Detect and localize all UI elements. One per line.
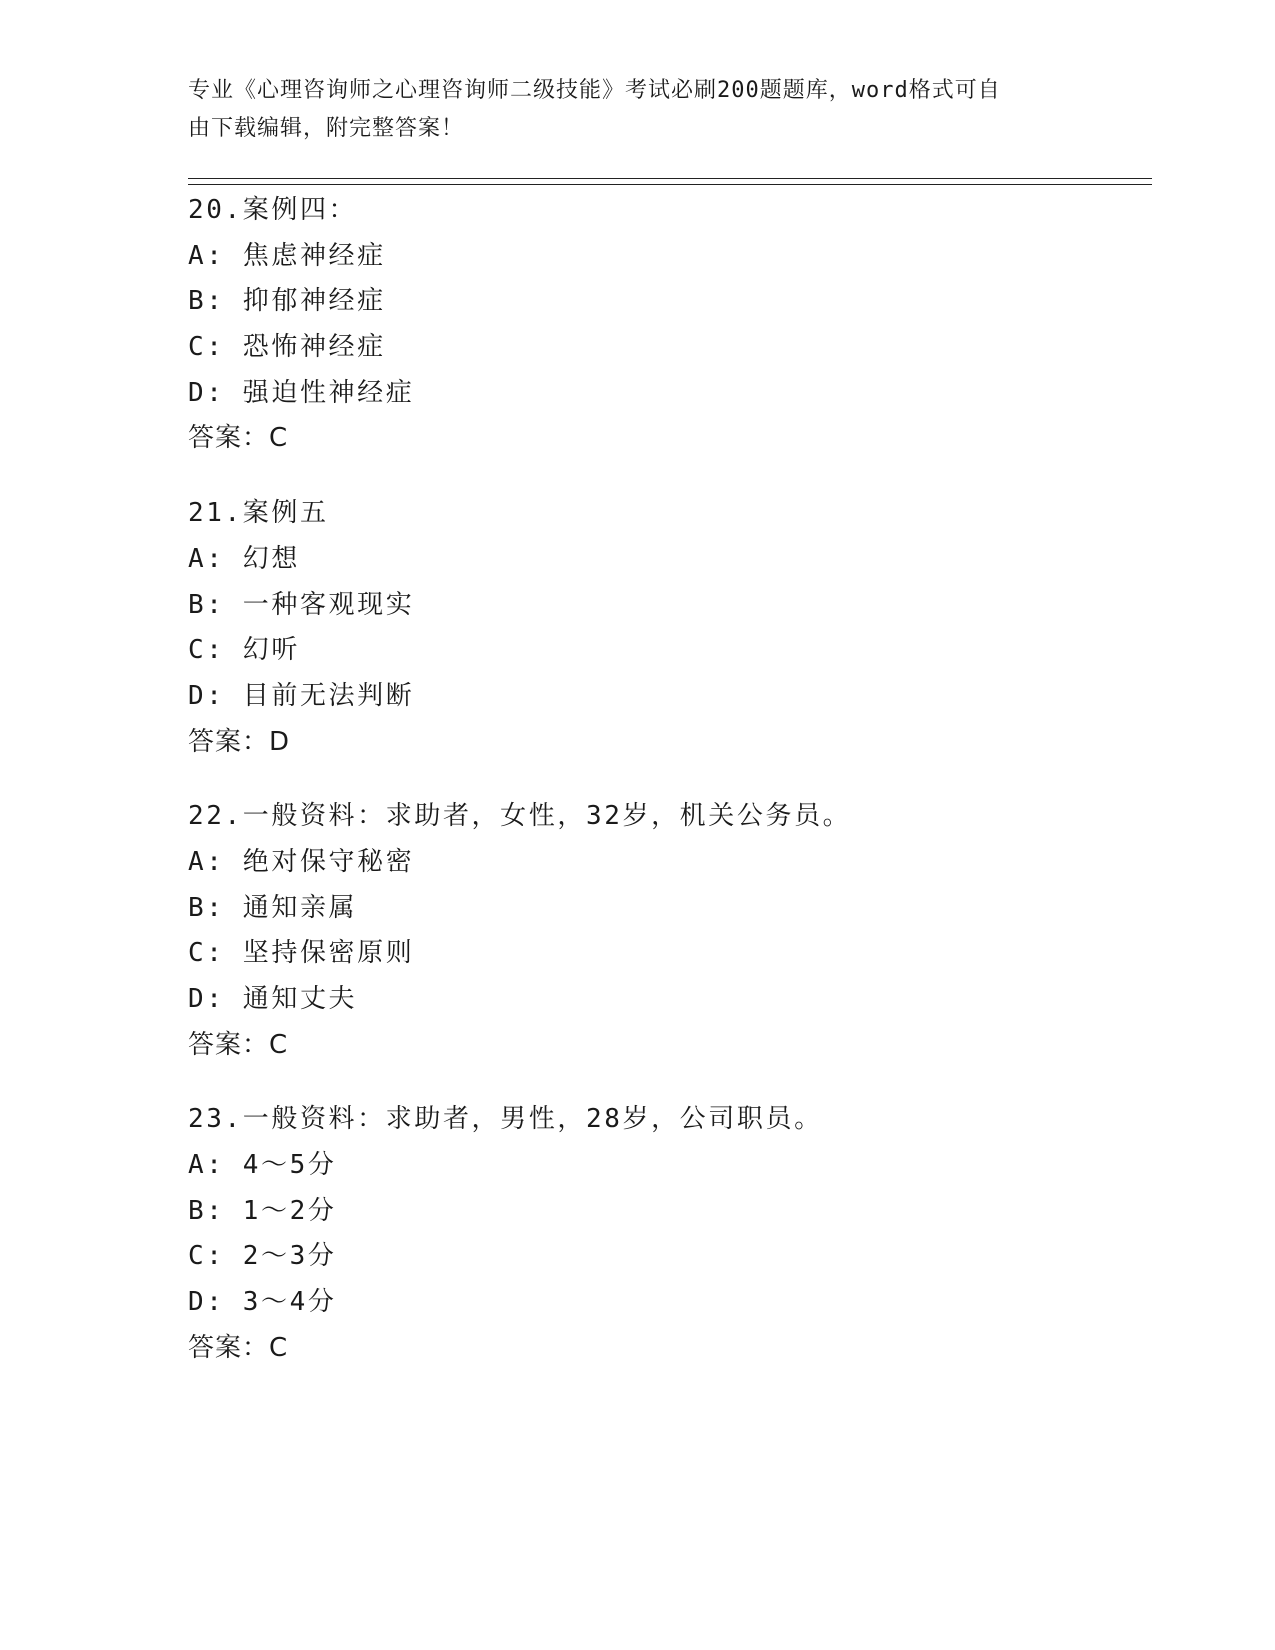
question-title: 21.案例五 xyxy=(188,498,329,529)
option-a: A: 幻想 xyxy=(188,543,300,574)
document-header xyxy=(188,72,1088,148)
header-line-1: 专业《心理咨询师之心理咨询师二级技能》考试必刷200题题库，word格式可自 xyxy=(188,78,1001,103)
option-d: D: 通知丈夫 xyxy=(188,984,358,1014)
question-block xyxy=(188,1097,1148,1371)
option-a: A: 绝对保守秘密 xyxy=(188,846,415,877)
answer-text: 答案：C xyxy=(188,423,289,454)
question-title: 23.一般资料：求助者，男性，28岁，公司职员。 xyxy=(188,1104,823,1135)
answer-text: 答案：D xyxy=(188,726,291,757)
answer-text: 答案：C xyxy=(188,1332,289,1363)
option-c: C: 幻听 xyxy=(188,635,300,666)
question-title: 22.一般资料：求助者，女性，32岁，机关公务员。 xyxy=(188,801,852,832)
header-divider xyxy=(188,178,1152,185)
option-b: B: 1～2分 xyxy=(188,1195,337,1226)
option-d: D: 3～4分 xyxy=(188,1287,337,1318)
option-b: B: 抑郁神经症 xyxy=(188,286,386,317)
question-block xyxy=(188,794,1148,1068)
option-a: A: 4～5分 xyxy=(188,1150,337,1181)
option-a: A: 焦虑神经症 xyxy=(188,240,386,271)
option-c: C: 坚持保密原则 xyxy=(188,938,415,969)
option-c: C: 恐怖神经症 xyxy=(188,332,386,363)
question-list xyxy=(188,188,1148,1401)
option-b: B: 通知亲属 xyxy=(188,892,358,923)
option-c: C: 2～3分 xyxy=(188,1241,337,1272)
answer-text: 答案：C xyxy=(188,1029,289,1060)
option-d: D: 目前无法判断 xyxy=(188,680,415,711)
question-title: 20.案例四： xyxy=(188,195,358,225)
question-block xyxy=(188,188,1148,462)
option-d: D: 强迫性神经症 xyxy=(188,377,415,408)
question-block xyxy=(188,491,1148,765)
option-b: B: 一种客观现实 xyxy=(188,589,415,620)
header-line-2: 由下载编辑，附完整答案！ xyxy=(188,116,465,141)
